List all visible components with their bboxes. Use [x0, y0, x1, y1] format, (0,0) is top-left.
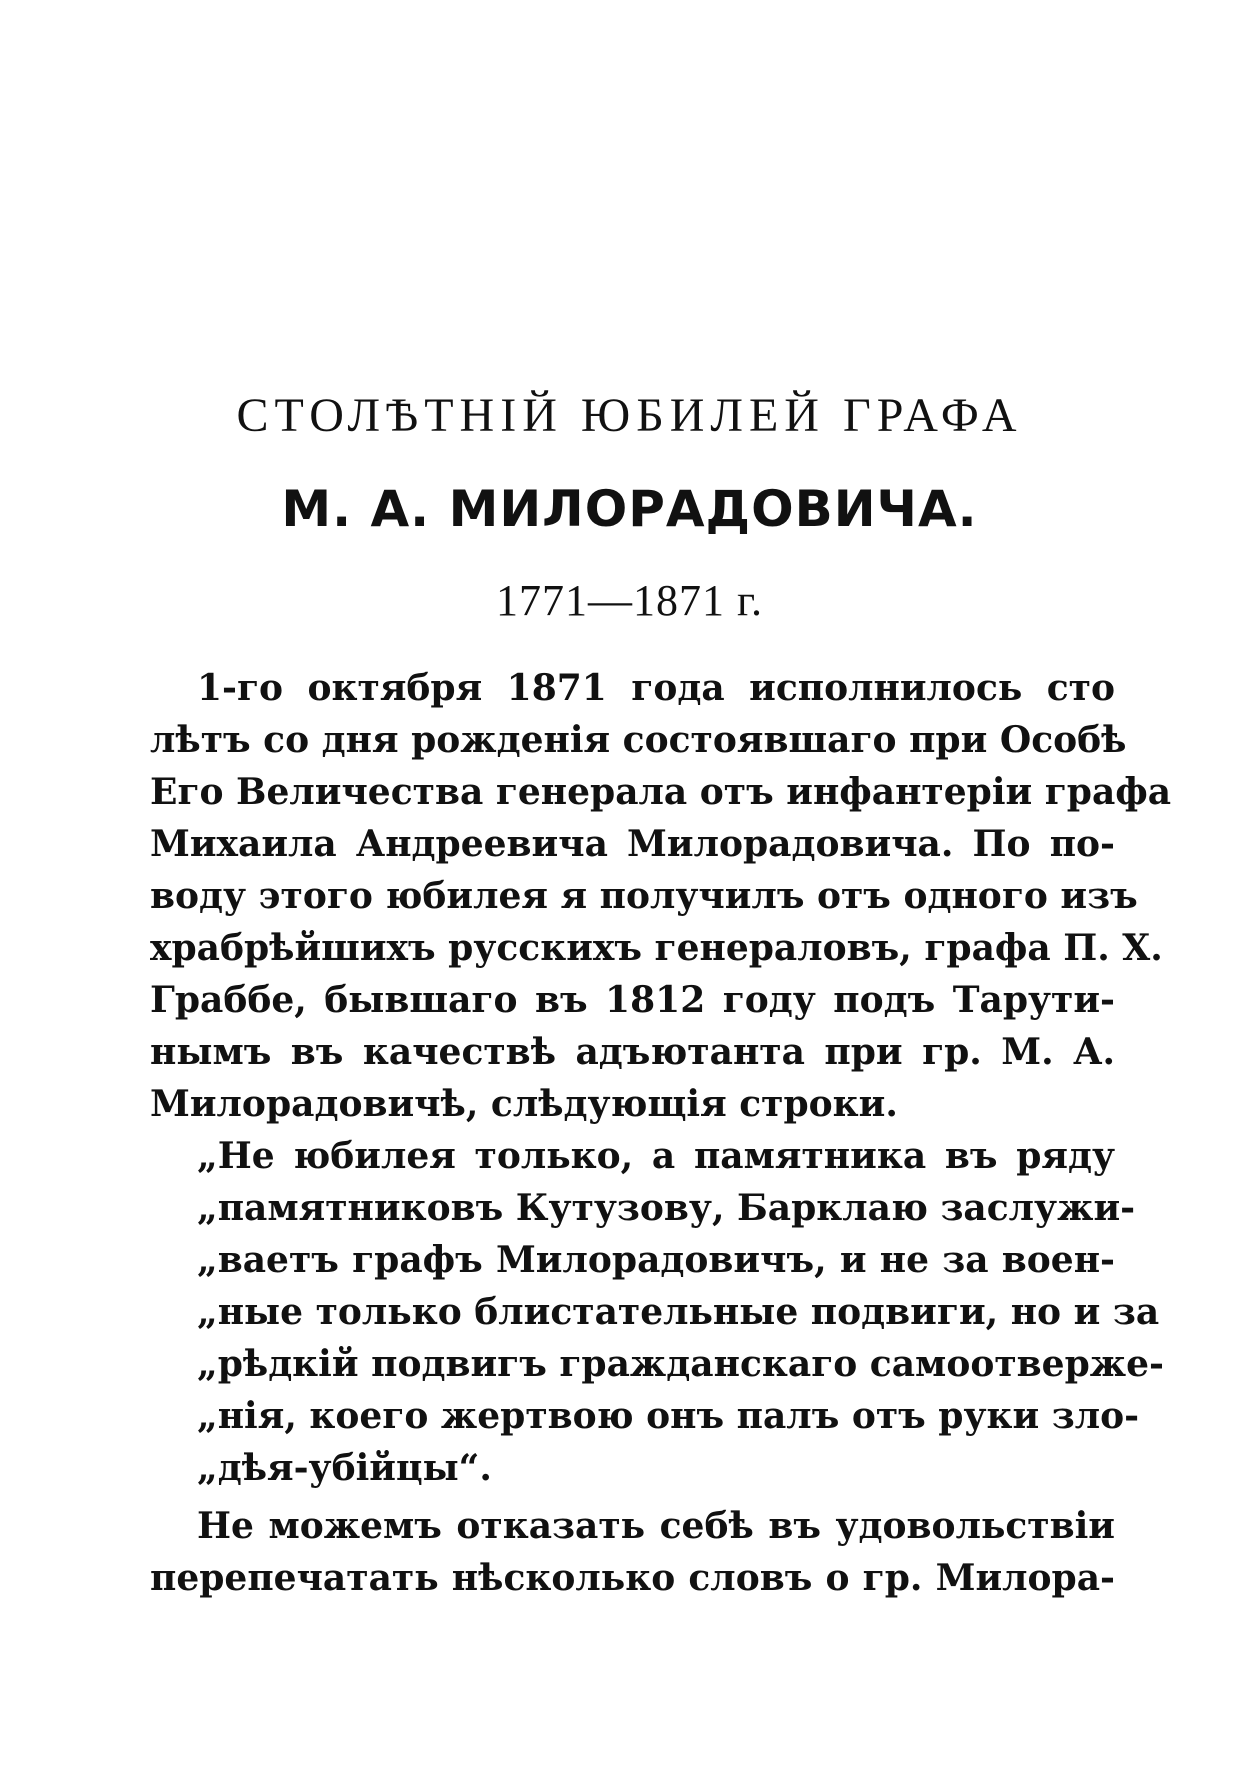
- text-line: Михаила Андреевича Милорадовича. По по-: [150, 823, 1115, 865]
- quote-line: „памятниковъ Кутузову, Барклаю заслужи-: [197, 1187, 1136, 1229]
- quote-line: „Не юбилея только, а памятника въ ряду: [197, 1135, 1115, 1177]
- page-title: М. А. МИЛОРАДОВИЧА.: [281, 480, 978, 538]
- title-top: СТОЛѢТНІЙ ЮБИЛЕЙ ГРАФА: [236, 389, 1023, 442]
- quote-line: „дѣя-убійцы“.: [197, 1447, 492, 1489]
- quote-line: „рѣдкій подвигъ гражданскаго самоотверже-: [197, 1343, 1164, 1385]
- text-line: Милорадовичѣ, слѣдующія строки.: [150, 1083, 898, 1125]
- text-line: Его Величества генерала отъ инфантеріи графа: [150, 771, 1172, 813]
- text-line: Не можемъ отказать себѣ въ удовольствіи: [197, 1505, 1115, 1547]
- text-line: нымъ въ качествѣ адъютанта при гр. М. А.: [150, 1031, 1115, 1073]
- text-line: перепечатать нѣсколько словъ о гр. Милора-: [150, 1557, 1115, 1599]
- text-line: воду этого юбилея я получилъ отъ одного изъ: [150, 875, 1138, 917]
- text-line: храбрѣйшихъ русскихъ генераловъ, графа П. Х.: [150, 927, 1163, 969]
- text-line: Граббе, бывшаго въ 1812 году подъ Тарути-: [150, 979, 1115, 1021]
- quote-line: „нія, коего жертвою онъ палъ отъ руки зло-: [197, 1395, 1140, 1437]
- title-years: 1771—1871 г.: [495, 576, 764, 625]
- text-line: 1-го октября 1871 года исполнилось сто: [197, 667, 1115, 709]
- quote-line: „ваетъ графъ Милорадовичъ, и не за воен-: [197, 1239, 1115, 1281]
- text-line: лѣтъ со дня рожденія состоявшаго при Особѣ: [150, 719, 1127, 761]
- quote-line: „ные только блистательные подвиги, но и за: [197, 1291, 1160, 1333]
